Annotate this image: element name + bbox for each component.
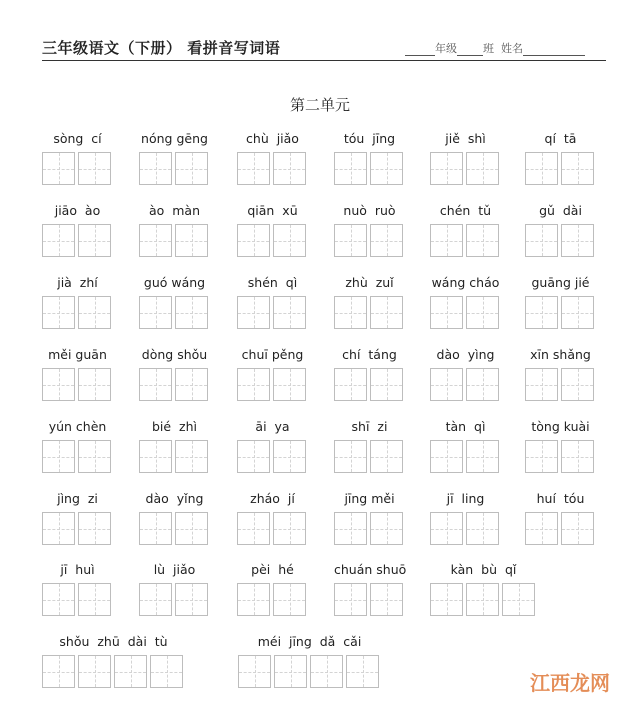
writing-boxes bbox=[237, 224, 308, 257]
pinyin-label: qí tā bbox=[544, 131, 577, 146]
writing-boxes bbox=[42, 296, 113, 329]
char-writing-box[interactable] bbox=[370, 224, 403, 257]
char-writing-box[interactable] bbox=[273, 224, 306, 257]
writing-boxes bbox=[430, 440, 501, 473]
word-item bbox=[525, 202, 596, 257]
char-writing-box[interactable] bbox=[334, 224, 367, 257]
pinyin-label: měi guān bbox=[48, 347, 107, 362]
word-item bbox=[430, 561, 537, 616]
char-writing-box[interactable] bbox=[78, 224, 111, 257]
word-item bbox=[430, 346, 501, 401]
writing-boxes bbox=[139, 296, 210, 329]
pinyin-label: dào yǐng bbox=[145, 491, 204, 506]
pinyin-label: jìng zi bbox=[57, 491, 98, 506]
word-item bbox=[139, 561, 210, 616]
word-item bbox=[430, 130, 501, 185]
pinyin-label: jī ling bbox=[446, 491, 485, 506]
char-writing-box[interactable] bbox=[430, 368, 463, 401]
char-writing-box[interactable] bbox=[273, 440, 306, 473]
char-writing-box[interactable] bbox=[237, 583, 270, 616]
char-writing-box[interactable] bbox=[525, 440, 558, 473]
pinyin-label: lù jiǎo bbox=[153, 562, 196, 577]
char-writing-box[interactable] bbox=[139, 368, 172, 401]
writing-boxes bbox=[430, 512, 501, 545]
char-writing-box[interactable] bbox=[466, 368, 499, 401]
word-item bbox=[139, 346, 210, 401]
class-blank[interactable] bbox=[457, 45, 483, 56]
writing-boxes bbox=[42, 655, 185, 688]
char-writing-box[interactable] bbox=[139, 152, 172, 185]
char-writing-box[interactable] bbox=[561, 440, 594, 473]
word-item bbox=[334, 130, 405, 185]
char-writing-box[interactable] bbox=[42, 368, 75, 401]
pinyin-label: huí tóu bbox=[536, 491, 585, 506]
writing-boxes bbox=[334, 224, 405, 257]
pinyin-label: méi jīng dǎ cǎi bbox=[257, 634, 362, 649]
writing-boxes bbox=[42, 152, 113, 185]
char-writing-box[interactable] bbox=[273, 512, 306, 545]
char-writing-box[interactable] bbox=[346, 655, 379, 688]
char-writing-box[interactable] bbox=[430, 512, 463, 545]
writing-boxes bbox=[334, 512, 405, 545]
writing-boxes bbox=[237, 152, 308, 185]
pinyin-label: sòng cí bbox=[53, 131, 102, 146]
student-info-fields bbox=[405, 40, 585, 56]
char-writing-box[interactable] bbox=[139, 583, 172, 616]
char-writing-box[interactable] bbox=[466, 224, 499, 257]
writing-boxes bbox=[430, 224, 501, 257]
pinyin-label: zhù zuǐ bbox=[345, 275, 394, 290]
pinyin-label: chù jiǎo bbox=[246, 131, 299, 146]
word-item bbox=[139, 130, 210, 185]
writing-boxes bbox=[139, 512, 210, 545]
pinyin-label: xīn shǎng bbox=[530, 347, 591, 362]
pinyin-label: qiān xū bbox=[247, 203, 298, 218]
char-writing-box[interactable] bbox=[237, 368, 270, 401]
char-writing-box[interactable] bbox=[42, 440, 75, 473]
char-writing-box[interactable] bbox=[175, 296, 208, 329]
writing-boxes bbox=[237, 440, 308, 473]
char-writing-box[interactable] bbox=[525, 224, 558, 257]
word-item bbox=[42, 490, 113, 545]
pinyin-label: nóng gēng bbox=[141, 131, 208, 146]
writing-boxes bbox=[42, 583, 113, 616]
writing-boxes bbox=[525, 224, 596, 257]
word-item bbox=[237, 202, 308, 257]
char-writing-box[interactable] bbox=[334, 583, 367, 616]
name-blank[interactable] bbox=[523, 45, 585, 56]
char-writing-box[interactable] bbox=[334, 440, 367, 473]
writing-boxes bbox=[139, 152, 210, 185]
word-item bbox=[42, 633, 185, 688]
char-writing-box[interactable] bbox=[502, 583, 535, 616]
word-item bbox=[430, 274, 501, 329]
char-writing-box[interactable] bbox=[370, 368, 403, 401]
char-writing-box[interactable] bbox=[273, 296, 306, 329]
char-writing-box[interactable] bbox=[466, 512, 499, 545]
char-writing-box[interactable] bbox=[78, 512, 111, 545]
char-writing-box[interactable] bbox=[430, 583, 463, 616]
writing-boxes bbox=[430, 296, 501, 329]
pinyin-label: gǔ dài bbox=[539, 203, 582, 218]
writing-boxes bbox=[334, 152, 405, 185]
word-item bbox=[334, 202, 405, 257]
word-item bbox=[237, 418, 308, 473]
char-writing-box[interactable] bbox=[78, 296, 111, 329]
char-writing-box[interactable] bbox=[525, 296, 558, 329]
writing-boxes bbox=[237, 512, 308, 545]
char-writing-box[interactable] bbox=[238, 655, 271, 688]
word-item bbox=[525, 274, 596, 329]
char-writing-box[interactable] bbox=[42, 224, 75, 257]
char-writing-box[interactable] bbox=[430, 224, 463, 257]
writing-boxes bbox=[334, 440, 405, 473]
worksheet-title: 三年级语文（下册） 看拼音写词语 bbox=[42, 39, 281, 57]
writing-boxes bbox=[42, 512, 113, 545]
pinyin-label: āi ya bbox=[255, 419, 290, 434]
char-writing-box[interactable] bbox=[334, 296, 367, 329]
pinyin-label: chí táng bbox=[342, 347, 397, 362]
word-item bbox=[525, 490, 596, 545]
char-writing-box[interactable] bbox=[78, 583, 111, 616]
char-writing-box[interactable] bbox=[430, 152, 463, 185]
pinyin-label: bié zhì bbox=[151, 419, 197, 434]
word-item bbox=[237, 274, 308, 329]
char-writing-box[interactable] bbox=[370, 583, 403, 616]
word-item bbox=[139, 490, 210, 545]
char-writing-box[interactable] bbox=[42, 152, 75, 185]
char-writing-box[interactable] bbox=[273, 368, 306, 401]
char-writing-box[interactable] bbox=[561, 224, 594, 257]
char-writing-box[interactable] bbox=[334, 368, 367, 401]
char-writing-box[interactable] bbox=[42, 512, 75, 545]
writing-boxes bbox=[139, 583, 210, 616]
word-item bbox=[525, 418, 596, 473]
grade-blank[interactable] bbox=[405, 45, 435, 56]
word-item bbox=[42, 274, 113, 329]
word-item bbox=[42, 561, 113, 616]
pinyin-label: tòng kuài bbox=[531, 419, 590, 434]
char-writing-box[interactable] bbox=[466, 296, 499, 329]
char-writing-box[interactable] bbox=[237, 152, 270, 185]
pinyin-label: jiě shì bbox=[445, 131, 486, 146]
char-writing-box[interactable] bbox=[175, 512, 208, 545]
word-item bbox=[139, 202, 210, 257]
word-item bbox=[334, 346, 405, 401]
writing-boxes bbox=[42, 440, 113, 473]
writing-boxes bbox=[334, 583, 405, 616]
char-writing-box[interactable] bbox=[78, 152, 111, 185]
char-writing-box[interactable] bbox=[42, 296, 75, 329]
word-item bbox=[430, 418, 501, 473]
word-item bbox=[334, 561, 405, 616]
pinyin-label: chuán shuō bbox=[334, 562, 407, 577]
pinyin-label: yún chèn bbox=[48, 419, 107, 434]
char-writing-box[interactable] bbox=[370, 152, 403, 185]
char-writing-box[interactable] bbox=[561, 512, 594, 545]
pinyin-label: kàn bù qǐ bbox=[450, 562, 517, 577]
writing-boxes bbox=[237, 583, 308, 616]
char-writing-box[interactable] bbox=[273, 583, 306, 616]
word-item bbox=[430, 202, 501, 257]
word-item bbox=[430, 490, 501, 545]
char-writing-box[interactable] bbox=[525, 368, 558, 401]
pinyin-label: shī zi bbox=[351, 419, 388, 434]
writing-boxes bbox=[42, 368, 113, 401]
writing-boxes bbox=[42, 224, 113, 257]
unit-title: 第二单元 bbox=[289, 96, 350, 114]
word-item bbox=[42, 130, 113, 185]
word-item bbox=[334, 490, 405, 545]
char-writing-box[interactable] bbox=[139, 296, 172, 329]
char-writing-box[interactable] bbox=[430, 440, 463, 473]
writing-boxes bbox=[238, 655, 381, 688]
char-writing-box[interactable] bbox=[78, 368, 111, 401]
pinyin-label: tàn qì bbox=[445, 419, 486, 434]
char-writing-box[interactable] bbox=[237, 224, 270, 257]
char-writing-box[interactable] bbox=[561, 296, 594, 329]
char-writing-box[interactable] bbox=[310, 655, 343, 688]
char-writing-box[interactable] bbox=[370, 440, 403, 473]
char-writing-box[interactable] bbox=[561, 152, 594, 185]
pinyin-label: zháo jí bbox=[250, 491, 295, 506]
pinyin-label: dào yìng bbox=[436, 347, 495, 362]
word-item bbox=[334, 274, 405, 329]
char-writing-box[interactable] bbox=[334, 512, 367, 545]
char-writing-box[interactable] bbox=[237, 296, 270, 329]
watermark-logo: 江西龙网 bbox=[530, 671, 610, 695]
char-writing-box[interactable] bbox=[334, 152, 367, 185]
writing-boxes bbox=[139, 440, 210, 473]
writing-boxes bbox=[525, 152, 596, 185]
char-writing-box[interactable] bbox=[466, 440, 499, 473]
pinyin-label: guāng jié bbox=[531, 275, 590, 290]
char-writing-box[interactable] bbox=[525, 512, 558, 545]
writing-boxes bbox=[139, 368, 210, 401]
char-writing-box[interactable] bbox=[42, 583, 75, 616]
char-writing-box[interactable] bbox=[237, 440, 270, 473]
pinyin-label: shén qì bbox=[247, 275, 298, 290]
char-writing-box[interactable] bbox=[78, 440, 111, 473]
word-item bbox=[238, 633, 381, 688]
writing-boxes bbox=[237, 296, 308, 329]
word-item bbox=[525, 346, 596, 401]
writing-boxes bbox=[525, 512, 596, 545]
char-writing-box[interactable] bbox=[139, 440, 172, 473]
char-writing-box[interactable] bbox=[175, 152, 208, 185]
char-writing-box[interactable] bbox=[139, 224, 172, 257]
char-writing-box[interactable] bbox=[175, 440, 208, 473]
char-writing-box[interactable] bbox=[370, 296, 403, 329]
word-item bbox=[237, 130, 308, 185]
char-writing-box[interactable] bbox=[466, 583, 499, 616]
char-writing-box[interactable] bbox=[78, 655, 111, 688]
writing-boxes bbox=[525, 296, 596, 329]
header-divider bbox=[42, 60, 606, 61]
name-label: 姓名 bbox=[501, 42, 523, 55]
word-item bbox=[334, 418, 405, 473]
char-writing-box[interactable] bbox=[274, 655, 307, 688]
writing-boxes bbox=[334, 296, 405, 329]
writing-boxes bbox=[334, 368, 405, 401]
writing-boxes bbox=[430, 583, 537, 616]
char-writing-box[interactable] bbox=[175, 224, 208, 257]
char-writing-box[interactable] bbox=[150, 655, 183, 688]
char-writing-box[interactable] bbox=[175, 368, 208, 401]
pinyin-label: nuò ruò bbox=[343, 203, 396, 218]
char-writing-box[interactable] bbox=[42, 655, 75, 688]
word-item bbox=[42, 202, 113, 257]
class-label: 班 bbox=[483, 42, 494, 55]
char-writing-box[interactable] bbox=[237, 512, 270, 545]
pinyin-label: jià zhí bbox=[57, 275, 98, 290]
char-writing-box[interactable] bbox=[525, 152, 558, 185]
writing-boxes bbox=[525, 440, 596, 473]
word-item bbox=[139, 418, 210, 473]
char-writing-box[interactable] bbox=[430, 296, 463, 329]
pinyin-label: jī huì bbox=[60, 562, 95, 577]
word-item bbox=[139, 274, 210, 329]
char-writing-box[interactable] bbox=[175, 583, 208, 616]
char-writing-box[interactable] bbox=[466, 152, 499, 185]
writing-boxes bbox=[525, 368, 596, 401]
pinyin-label: guó wáng bbox=[143, 275, 206, 290]
writing-boxes bbox=[139, 224, 210, 257]
word-item bbox=[42, 418, 113, 473]
writing-boxes bbox=[237, 368, 308, 401]
pinyin-label: tóu jīng bbox=[343, 131, 396, 146]
char-writing-box[interactable] bbox=[561, 368, 594, 401]
writing-boxes bbox=[430, 152, 501, 185]
grade-label: 年级 bbox=[435, 42, 457, 55]
pinyin-label: wáng cháo bbox=[431, 275, 500, 290]
pinyin-label: chuī pěng bbox=[241, 347, 304, 362]
pinyin-label: ào màn bbox=[148, 203, 200, 218]
word-item bbox=[237, 561, 308, 616]
pinyin-label: shǒu zhū dài tù bbox=[59, 634, 168, 649]
pinyin-label: dòng shǒu bbox=[141, 347, 208, 362]
word-item bbox=[525, 130, 596, 185]
pinyin-label: jiāo ào bbox=[54, 203, 101, 218]
char-writing-box[interactable] bbox=[370, 512, 403, 545]
char-writing-box[interactable] bbox=[114, 655, 147, 688]
word-item bbox=[237, 490, 308, 545]
word-item bbox=[237, 346, 308, 401]
char-writing-box[interactable] bbox=[273, 152, 306, 185]
writing-boxes bbox=[430, 368, 501, 401]
char-writing-box[interactable] bbox=[139, 512, 172, 545]
pinyin-label: pèi hé bbox=[251, 562, 294, 577]
pinyin-label: jīng měi bbox=[344, 491, 395, 506]
word-item bbox=[42, 346, 113, 401]
pinyin-label: chén tǔ bbox=[439, 203, 492, 218]
